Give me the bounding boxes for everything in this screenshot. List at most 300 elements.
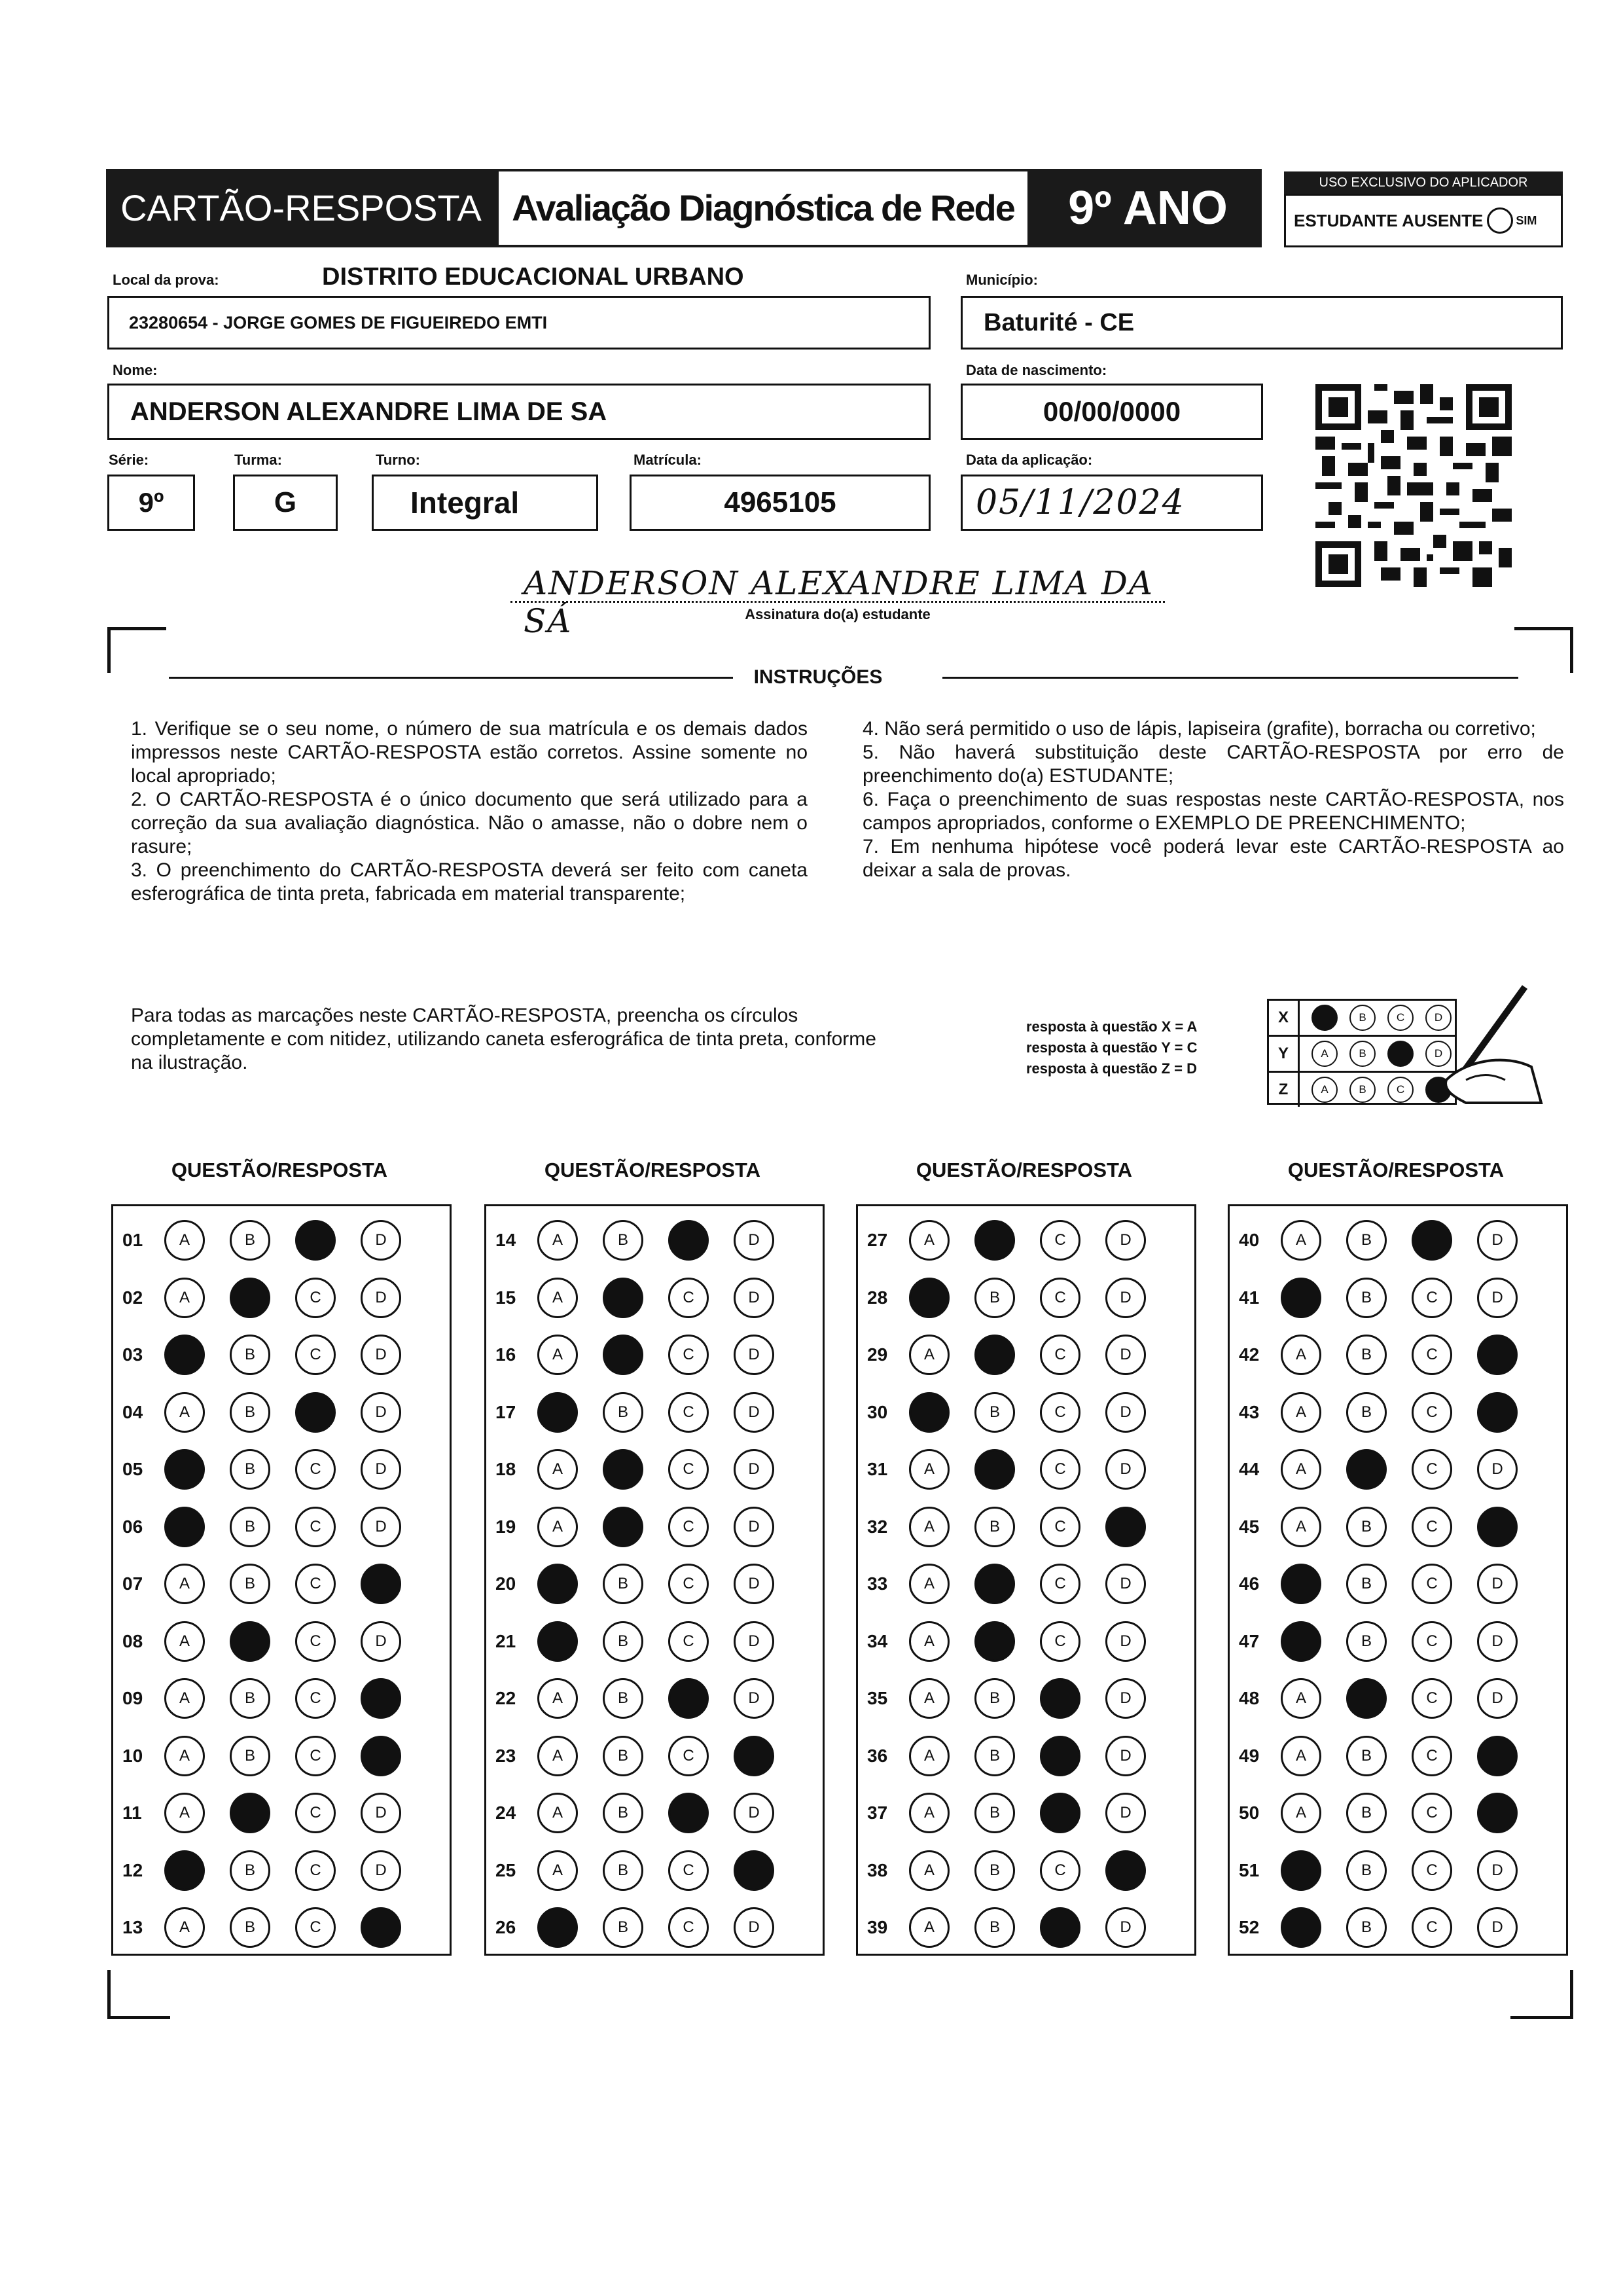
answer-bubble-a[interactable]: A: [164, 1678, 205, 1719]
answer-bubble-d[interactable]: [1477, 1392, 1518, 1433]
answer-bubble-c[interactable]: C: [668, 1507, 709, 1547]
answer-bubble-b[interactable]: [974, 1220, 1015, 1261]
question-row: [486, 1848, 774, 1893]
answer-bubble-a[interactable]: A: [164, 1220, 205, 1261]
answer-bubble-c[interactable]: [668, 1678, 709, 1719]
answer-bubble-d[interactable]: D: [1105, 1793, 1146, 1833]
answer-bubble-d[interactable]: D: [1477, 1907, 1518, 1948]
answer-bubble-b[interactable]: B: [230, 1507, 270, 1547]
answer-bubble-c[interactable]: C: [1412, 1507, 1452, 1547]
answer-bubble-d[interactable]: [1477, 1335, 1518, 1375]
answer-bubble-a[interactable]: A: [1281, 1220, 1321, 1261]
question-number: 02: [122, 1287, 143, 1308]
question-number: 15: [495, 1287, 516, 1308]
aplic-field[interactable]: [961, 475, 1263, 531]
answer-bubble-d[interactable]: D: [734, 1564, 774, 1604]
answer-bubble-a[interactable]: [1281, 1907, 1321, 1948]
answer-bubble-a[interactable]: A: [164, 1793, 205, 1833]
question-number: 34: [867, 1630, 888, 1651]
answer-bubble-a[interactable]: A: [909, 1907, 950, 1948]
question-number: 27: [867, 1230, 888, 1250]
answer-bubble-c[interactable]: [1040, 1793, 1080, 1833]
answer-bubble-d[interactable]: D: [734, 1278, 774, 1318]
answer-bubble-d[interactable]: D: [734, 1907, 774, 1948]
answer-bubble-d[interactable]: D: [1105, 1449, 1146, 1490]
answer-bubble-b[interactable]: B: [1346, 1220, 1387, 1261]
answer-bubble-a[interactable]: A: [909, 1449, 950, 1490]
answer-bubble-c[interactable]: C: [1040, 1449, 1080, 1490]
question-row: [858, 1561, 1146, 1607]
answer-bubble-d[interactable]: D: [1105, 1220, 1146, 1261]
answer-bubble-b[interactable]: B: [974, 1507, 1015, 1547]
answer-bubble-a[interactable]: A: [537, 1850, 578, 1891]
question-number: 41: [1239, 1287, 1260, 1308]
answer-bubble-d[interactable]: D: [734, 1678, 774, 1719]
example-legend-z: resposta à questão Z = D: [1026, 1060, 1198, 1077]
answer-panel: [1228, 1204, 1568, 1956]
answer-bubble-d[interactable]: D: [361, 1507, 401, 1547]
question-row: [1230, 1332, 1518, 1378]
answer-bubble-a[interactable]: [909, 1278, 950, 1318]
example-bubble: A: [1311, 1041, 1338, 1067]
answer-bubble-d[interactable]: D: [361, 1850, 401, 1891]
answer-bubble-b[interactable]: B: [230, 1335, 270, 1375]
question-number: 20: [495, 1573, 516, 1594]
answer-bubble-a[interactable]: A: [909, 1678, 950, 1719]
answer-bubble-d[interactable]: D: [734, 1220, 774, 1261]
answer-bubble-c[interactable]: C: [1040, 1621, 1080, 1662]
answer-bubble-b[interactable]: B: [1346, 1850, 1387, 1891]
answer-bubble-a[interactable]: A: [537, 1736, 578, 1776]
answer-bubble-b[interactable]: [603, 1278, 643, 1318]
answer-bubble-b[interactable]: B: [230, 1678, 270, 1719]
answer-bubble-b[interactable]: [974, 1564, 1015, 1604]
answer-bubble-a[interactable]: A: [537, 1220, 578, 1261]
answer-bubble-a[interactable]: A: [537, 1678, 578, 1719]
question-row: [1230, 1217, 1518, 1263]
answer-bubble-b[interactable]: [974, 1335, 1015, 1375]
answer-bubble-d[interactable]: [734, 1850, 774, 1891]
answer-bubble-d[interactable]: D: [1477, 1850, 1518, 1891]
answer-bubble-b[interactable]: B: [230, 1449, 270, 1490]
answer-bubble-d[interactable]: D: [1477, 1564, 1518, 1604]
answer-bubble-b[interactable]: B: [603, 1793, 643, 1833]
answer-bubble-d[interactable]: D: [361, 1621, 401, 1662]
answer-bubble-a[interactable]: [537, 1621, 578, 1662]
answer-bubble-c[interactable]: C: [295, 1449, 336, 1490]
answer-bubble-c[interactable]: C: [295, 1564, 336, 1604]
answer-bubble-c[interactable]: C: [1412, 1335, 1452, 1375]
answer-bubble-a[interactable]: A: [909, 1507, 950, 1547]
question-number: 35: [867, 1688, 888, 1708]
question-row: [1230, 1848, 1518, 1893]
answer-bubble-c[interactable]: [668, 1220, 709, 1261]
signature[interactable]: ANDERSON ALEXANDRE LIMA DA SÁ: [524, 564, 1154, 640]
answer-bubble-d[interactable]: [1105, 1507, 1146, 1547]
matricula-field: [630, 475, 931, 531]
question-number: 47: [1239, 1630, 1260, 1651]
answer-bubble-c[interactable]: C: [1412, 1392, 1452, 1433]
answer-bubble-a[interactable]: A: [909, 1793, 950, 1833]
answer-bubble-c[interactable]: C: [668, 1392, 709, 1433]
absent-label: ESTUDANTE AUSENTE: [1294, 210, 1484, 230]
answer-bubble-b[interactable]: [974, 1449, 1015, 1490]
instructions-left: 1. Verifique se o seu nome, o número de sua matrícula e os demais dados impressos neste CARTÃO-RESPOSTA estão corretos. Assine somente no local apropriado; 2. O CARTÃO-RESPOSTA é o único documento que será utilizado para a correção da sua avaliação diagnóstica. Não o amasse, não o dobre nem o rasure; 3. O preenchimento do CARTÃO-RESPOSTA deverá ser feito com caneta esferográfica de tinta preta, fabricada em material transparente;: [131, 718, 808, 905]
answer-bubble-a[interactable]: [164, 1507, 205, 1547]
answer-panel: [856, 1204, 1196, 1956]
answer-bubble-b[interactable]: B: [230, 1850, 270, 1891]
question-number: 51: [1239, 1859, 1260, 1880]
answer-bubble-d[interactable]: D: [1477, 1449, 1518, 1490]
question-row: [1230, 1446, 1518, 1492]
nasc-label: Data de nascimento:: [966, 362, 1107, 378]
answer-bubble-a[interactable]: A: [909, 1736, 950, 1776]
answer-bubble-d[interactable]: D: [1105, 1736, 1146, 1776]
absent-checkbox[interactable]: [1487, 207, 1513, 234]
answer-bubble-c[interactable]: C: [668, 1278, 709, 1318]
answer-bubble-b[interactable]: B: [1346, 1507, 1387, 1547]
answer-bubble-d[interactable]: D: [734, 1507, 774, 1547]
answer-bubble-c[interactable]: C: [1412, 1850, 1452, 1891]
question-row: [858, 1848, 1146, 1893]
answer-bubble-a[interactable]: A: [1281, 1335, 1321, 1375]
question-row: [1230, 1561, 1518, 1607]
answer-bubble-c[interactable]: C: [1412, 1449, 1452, 1490]
answer-bubble-b[interactable]: B: [1346, 1793, 1387, 1833]
answer-bubble-b[interactable]: [603, 1507, 643, 1547]
applicator-box: [1284, 194, 1563, 247]
corner-mark-bottom-left-v: [107, 1970, 111, 2019]
question-number: 37: [867, 1803, 888, 1823]
answer-bubble-b[interactable]: B: [974, 1850, 1015, 1891]
answer-bubble-a[interactable]: A: [909, 1335, 950, 1375]
answer-bubble-c[interactable]: [1040, 1678, 1080, 1719]
answer-bubble-d[interactable]: D: [734, 1621, 774, 1662]
answer-bubble-a[interactable]: [1281, 1564, 1321, 1604]
turma-field: [233, 475, 338, 531]
question-number: 17: [495, 1401, 516, 1422]
grade-label: 9º ANO: [1068, 182, 1228, 234]
answer-bubble-c[interactable]: C: [295, 1507, 336, 1547]
answer-bubble-a[interactable]: A: [909, 1220, 950, 1261]
question-number: 09: [122, 1688, 143, 1708]
answer-bubble-c[interactable]: [295, 1392, 336, 1433]
answer-bubble-a[interactable]: A: [537, 1793, 578, 1833]
question-row: [486, 1561, 774, 1607]
answer-bubble-b[interactable]: [230, 1278, 270, 1318]
answer-bubble-c[interactable]: C: [1412, 1278, 1452, 1318]
answer-bubble-c[interactable]: C: [668, 1850, 709, 1891]
answer-bubble-b[interactable]: B: [603, 1220, 643, 1261]
answer-bubble-c[interactable]: C: [1040, 1850, 1080, 1891]
matricula-value: 4965105: [724, 486, 836, 518]
answer-bubble-c[interactable]: C: [1040, 1392, 1080, 1433]
answer-bubble-d[interactable]: D: [361, 1220, 401, 1261]
answer-bubble-a[interactable]: [164, 1335, 205, 1375]
answer-bubble-b[interactable]: B: [603, 1564, 643, 1604]
answer-bubble-d[interactable]: D: [734, 1449, 774, 1490]
answer-bubble-a[interactable]: A: [537, 1335, 578, 1375]
answer-bubble-b[interactable]: B: [603, 1392, 643, 1433]
answer-bubble-d[interactable]: D: [1477, 1621, 1518, 1662]
example-bubble: D: [1425, 1041, 1452, 1067]
example-legend-x: resposta à questão X = A: [1026, 1018, 1198, 1035]
answer-bubble-c[interactable]: C: [668, 1621, 709, 1662]
corner-mark-top-right: [1514, 627, 1573, 630]
example-row-label: Y: [1269, 1037, 1300, 1071]
answer-bubble-a[interactable]: A: [1281, 1507, 1321, 1547]
answer-bubble-c[interactable]: C: [295, 1736, 336, 1776]
answer-bubble-a[interactable]: A: [1281, 1449, 1321, 1490]
answer-bubble-b[interactable]: B: [1346, 1564, 1387, 1604]
answer-bubble-b[interactable]: [974, 1621, 1015, 1662]
answer-bubble-b[interactable]: [1346, 1449, 1387, 1490]
answer-bubble-d[interactable]: [1477, 1507, 1518, 1547]
question-row: [858, 1332, 1146, 1378]
answer-bubble-d[interactable]: [361, 1736, 401, 1776]
answer-bubble-d[interactable]: D: [1105, 1621, 1146, 1662]
question-row: [113, 1905, 401, 1950]
example-bubble: C: [1387, 1005, 1414, 1031]
example-bubble: C: [1387, 1077, 1414, 1103]
answer-bubble-a[interactable]: A: [1281, 1678, 1321, 1719]
answer-bubble-d[interactable]: D: [1105, 1907, 1146, 1948]
answer-bubble-b[interactable]: B: [1346, 1335, 1387, 1375]
answer-bubble-b[interactable]: [1346, 1678, 1387, 1719]
answer-bubble-b[interactable]: B: [974, 1793, 1015, 1833]
answer-bubble-a[interactable]: [164, 1449, 205, 1490]
question-row: [1230, 1733, 1518, 1779]
turno-value: Integral: [410, 486, 520, 520]
answer-bubble-d[interactable]: [734, 1736, 774, 1776]
answer-bubble-d[interactable]: [1477, 1736, 1518, 1776]
question-number: 42: [1239, 1344, 1260, 1365]
answer-bubble-a[interactable]: A: [164, 1392, 205, 1433]
question-number: 50: [1239, 1803, 1260, 1823]
answer-bubble-c[interactable]: C: [295, 1678, 336, 1719]
answer-bubble-d[interactable]: D: [1477, 1678, 1518, 1719]
question-row: [1230, 1390, 1518, 1435]
answer-bubble-c[interactable]: C: [1412, 1621, 1452, 1662]
answer-bubble-a[interactable]: A: [909, 1564, 950, 1604]
answer-bubble-a[interactable]: A: [164, 1736, 205, 1776]
question-number: 26: [495, 1917, 516, 1937]
answer-bubble-d[interactable]: D: [361, 1278, 401, 1318]
answer-bubble-a[interactable]: A: [1281, 1793, 1321, 1833]
answer-bubble-a[interactable]: [1281, 1278, 1321, 1318]
answer-bubble-a[interactable]: [537, 1907, 578, 1948]
answer-bubble-a[interactable]: A: [164, 1564, 205, 1604]
answer-bubble-d[interactable]: [361, 1564, 401, 1604]
answer-bubble-a[interactable]: A: [537, 1278, 578, 1318]
answer-bubble-c[interactable]: C: [295, 1278, 336, 1318]
answer-bubble-b[interactable]: B: [974, 1392, 1015, 1433]
serie-field: [107, 475, 195, 531]
answer-bubble-b[interactable]: B: [1346, 1736, 1387, 1776]
answer-bubble-a[interactable]: A: [537, 1507, 578, 1547]
answer-bubble-b[interactable]: [230, 1621, 270, 1662]
answer-bubble-c[interactable]: C: [668, 1449, 709, 1490]
answer-bubble-c[interactable]: [1040, 1907, 1080, 1948]
answer-bubble-c[interactable]: C: [1040, 1220, 1080, 1261]
example-bubble: [1387, 1041, 1414, 1067]
answer-bubble-d[interactable]: D: [361, 1449, 401, 1490]
answer-bubble-b[interactable]: B: [603, 1621, 643, 1662]
answer-bubble-d[interactable]: D: [734, 1335, 774, 1375]
answer-bubble-b[interactable]: [230, 1793, 270, 1833]
local-label: Local da prova:: [113, 272, 219, 288]
answer-bubble-a[interactable]: A: [909, 1621, 950, 1662]
answer-bubble-a[interactable]: [1281, 1850, 1321, 1891]
answer-bubble-b[interactable]: B: [603, 1907, 643, 1948]
answer-bubble-b[interactable]: [603, 1335, 643, 1375]
answer-bubble-c[interactable]: C: [1040, 1507, 1080, 1547]
answer-bubble-c[interactable]: C: [1412, 1564, 1452, 1604]
instructions-title: INSTRUÇÕES: [753, 666, 883, 688]
answer-bubble-a[interactable]: A: [164, 1621, 205, 1662]
answer-bubble-c[interactable]: C: [295, 1793, 336, 1833]
nasc-value: 00/00/0000: [1043, 396, 1181, 427]
answer-bubble-c[interactable]: C: [295, 1621, 336, 1662]
district-name: DISTRITO EDUCACIONAL URBANO: [322, 263, 744, 291]
question-number: 52: [1239, 1917, 1260, 1937]
answer-bubble-b[interactable]: B: [974, 1678, 1015, 1719]
answer-bubble-c[interactable]: C: [668, 1335, 709, 1375]
answer-bubble-c[interactable]: C: [668, 1564, 709, 1604]
question-number: 14: [495, 1230, 516, 1250]
answer-bubble-d[interactable]: D: [734, 1793, 774, 1833]
answer-bubble-c[interactable]: C: [1412, 1907, 1452, 1948]
answer-bubble-d[interactable]: D: [1105, 1278, 1146, 1318]
question-row: [858, 1733, 1146, 1779]
answer-bubble-c[interactable]: C: [1040, 1335, 1080, 1375]
instructions-rule-right: [942, 677, 1518, 679]
question-row: [113, 1561, 401, 1607]
answer-bubble-d[interactable]: D: [361, 1392, 401, 1433]
answer-bubble-c[interactable]: C: [295, 1907, 336, 1948]
answer-bubble-a[interactable]: A: [909, 1850, 950, 1891]
answer-bubble-b[interactable]: B: [230, 1392, 270, 1433]
nome-value: ANDERSON ALEXANDRE LIMA DE SA: [130, 397, 607, 426]
question-row: [1230, 1905, 1518, 1950]
column-header: QUESTÃO/RESPOSTA: [1287, 1158, 1505, 1181]
column-header: QUESTÃO/RESPOSTA: [916, 1158, 1133, 1181]
question-number: 10: [122, 1745, 143, 1766]
question-row: [113, 1848, 401, 1893]
question-row: [486, 1676, 774, 1721]
answer-bubble-d[interactable]: D: [1105, 1564, 1146, 1604]
question-row: [486, 1619, 774, 1664]
answer-bubble-a[interactable]: [1281, 1621, 1321, 1662]
example-legend-y: resposta à questão Y = C: [1026, 1039, 1198, 1056]
aplic-value: 05/11/2024: [976, 483, 1185, 522]
answer-bubble-c[interactable]: [1412, 1220, 1452, 1261]
question-number: 36: [867, 1745, 888, 1766]
answer-bubble-a[interactable]: A: [1281, 1736, 1321, 1776]
answer-bubble-c[interactable]: [295, 1220, 336, 1261]
answer-bubble-c[interactable]: C: [295, 1850, 336, 1891]
absent-yes-label: SIM: [1516, 213, 1537, 227]
turma-value: G: [274, 486, 297, 518]
answer-bubble-a[interactable]: A: [164, 1278, 205, 1318]
answer-bubble-c[interactable]: C: [295, 1335, 336, 1375]
question-row: [486, 1217, 774, 1263]
answer-bubble-d[interactable]: D: [361, 1335, 401, 1375]
answer-bubble-c[interactable]: [1040, 1736, 1080, 1776]
answer-bubble-a[interactable]: [909, 1392, 950, 1433]
answer-bubble-d[interactable]: D: [1477, 1220, 1518, 1261]
question-row: [113, 1504, 401, 1550]
answer-bubble-b[interactable]: B: [974, 1736, 1015, 1776]
answer-bubble-c[interactable]: C: [1412, 1736, 1452, 1776]
answer-bubble-c[interactable]: C: [1412, 1793, 1452, 1833]
answer-bubble-c[interactable]: C: [1040, 1564, 1080, 1604]
school-value: 23280654 - JORGE GOMES DE FIGUEIREDO EMTI: [129, 312, 548, 332]
question-number: 28: [867, 1287, 888, 1308]
answer-bubble-d[interactable]: D: [1105, 1392, 1146, 1433]
answer-bubble-a[interactable]: [537, 1564, 578, 1604]
answer-bubble-d[interactable]: D: [734, 1392, 774, 1433]
answer-bubble-a[interactable]: [537, 1392, 578, 1433]
answer-bubble-b[interactable]: B: [230, 1907, 270, 1948]
answer-bubble-b[interactable]: B: [974, 1907, 1015, 1948]
answer-bubble-c[interactable]: [668, 1793, 709, 1833]
answer-bubble-b[interactable]: B: [603, 1736, 643, 1776]
answer-bubble-c[interactable]: C: [668, 1736, 709, 1776]
answer-bubble-c[interactable]: C: [1412, 1678, 1452, 1719]
column-header: QUESTÃO/RESPOSTA: [544, 1158, 761, 1181]
question-number: 49: [1239, 1745, 1260, 1766]
answer-panel: [111, 1204, 452, 1956]
answer-bubble-d[interactable]: [361, 1907, 401, 1948]
question-row: [113, 1446, 401, 1492]
question-number: 21: [495, 1630, 516, 1651]
answer-bubble-b[interactable]: B: [1346, 1392, 1387, 1433]
question-row: [113, 1275, 401, 1321]
question-row: [858, 1217, 1146, 1263]
answer-bubble-a[interactable]: A: [164, 1907, 205, 1948]
question-number: 25: [495, 1859, 516, 1880]
aplic-label: Data da aplicação:: [966, 452, 1093, 468]
answer-bubble-b[interactable]: B: [230, 1220, 270, 1261]
answer-bubble-b[interactable]: B: [603, 1850, 643, 1891]
answer-bubble-b[interactable]: B: [1346, 1907, 1387, 1948]
answer-bubble-b[interactable]: B: [1346, 1621, 1387, 1662]
example-row-label: X: [1269, 1001, 1300, 1035]
answer-bubble-d[interactable]: D: [1477, 1278, 1518, 1318]
question-number: 46: [1239, 1573, 1260, 1594]
answer-bubble-d[interactable]: D: [361, 1793, 401, 1833]
question-row: [1230, 1504, 1518, 1550]
answer-bubble-b[interactable]: B: [230, 1564, 270, 1604]
answer-bubble-a[interactable]: A: [1281, 1392, 1321, 1433]
answer-bubble-d[interactable]: [361, 1678, 401, 1719]
serie-label: Série:: [109, 452, 149, 468]
answer-bubble-d[interactable]: D: [1105, 1678, 1146, 1719]
answer-bubble-d[interactable]: [1477, 1793, 1518, 1833]
answer-bubble-b[interactable]: B: [603, 1678, 643, 1719]
answer-bubble-d[interactable]: D: [1105, 1335, 1146, 1375]
answer-bubble-d[interactable]: [1105, 1850, 1146, 1891]
answer-bubble-a[interactable]: [164, 1850, 205, 1891]
answer-bubble-b[interactable]: B: [1346, 1278, 1387, 1318]
answer-bubble-c[interactable]: C: [1040, 1278, 1080, 1318]
answer-bubble-b[interactable]: B: [974, 1278, 1015, 1318]
answer-bubble-a[interactable]: A: [537, 1449, 578, 1490]
answer-bubble-b[interactable]: [603, 1449, 643, 1490]
answer-bubble-c[interactable]: C: [668, 1907, 709, 1948]
answer-bubble-b[interactable]: B: [230, 1736, 270, 1776]
